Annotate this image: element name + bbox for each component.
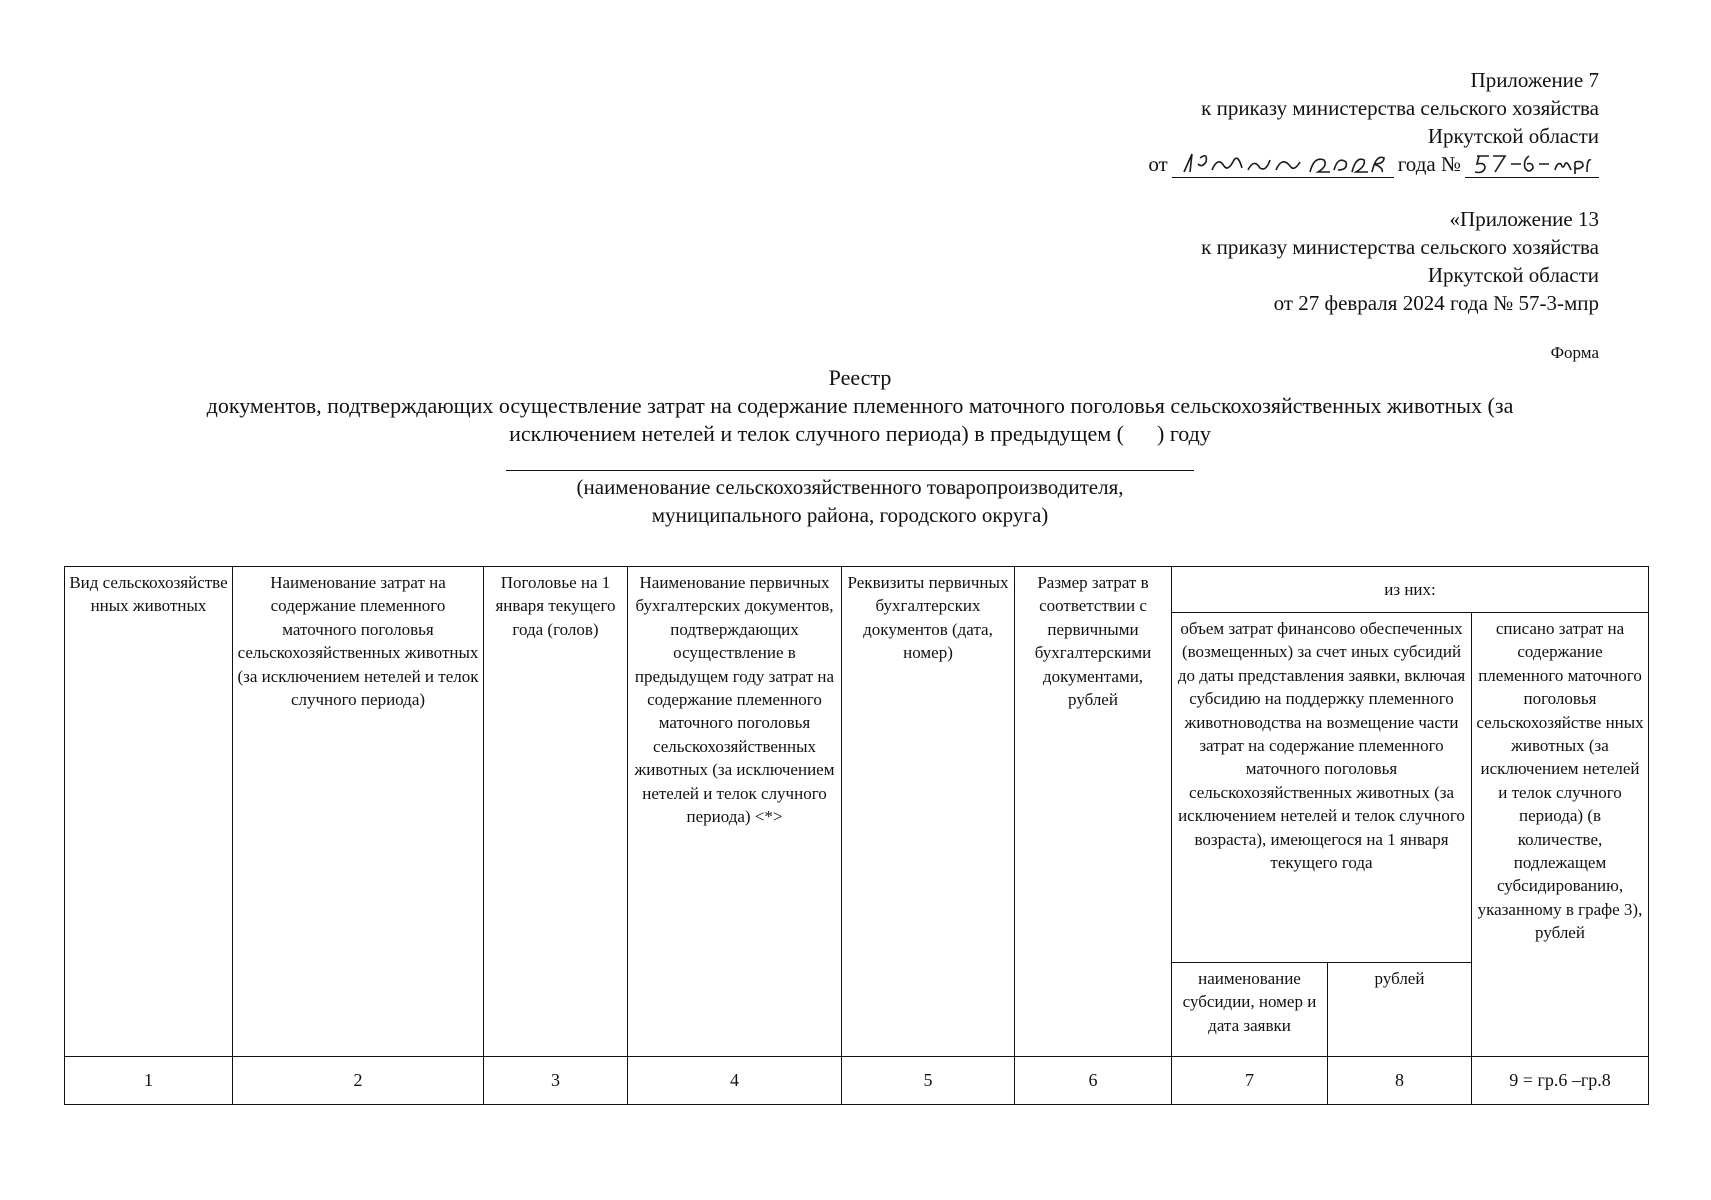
form-label: Форма: [1550, 343, 1599, 362]
attachment-13-region: Иркутской области: [1427, 263, 1599, 287]
column-number: 1: [65, 1057, 233, 1105]
column-number: 5: [842, 1057, 1015, 1105]
attachment-7-order: к приказу министерства сельского хозяйства: [1201, 96, 1599, 120]
column-number: 2: [233, 1057, 484, 1105]
attachment-7-region: Иркутской области: [1427, 124, 1599, 148]
handwritten-date: [1172, 150, 1394, 178]
header-col-8: рублей: [1328, 963, 1472, 1057]
header-of-them: из них:: [1172, 567, 1649, 613]
title-main: Реестр: [828, 365, 892, 390]
attachment-13-title: «Приложение 13: [1449, 207, 1599, 231]
header-col-7-8-group: объем затрат финансово обеспеченных (возмещенных) за счет иных субсидий до даты представления заявки, включая субсидию на поддержку племенного животноводства на возмещение части затрат на содержание племенного маточного поголовья сельскохозяйственных животных (за исключением нетелей и телок случного возраста), имеющегося на 1 января текущего года: [1172, 613, 1472, 963]
attachment-13-date: от 27 февраля 2024 года № 57-3-мпр: [1273, 291, 1599, 315]
header-col-7: наименование субсидии, номер и дата заявки: [1172, 963, 1328, 1057]
header-col-6: Размер затрат в соответствии с первичными бухгалтерскими документами, рублей: [1015, 567, 1172, 1057]
header-col-9: списано затрат на содержание племенного маточного поголовья сельскохозяйстве нных животных (за исключением нетелей и телок случного периода) (в количестве, подлежащем субсидированию, указанному в графе 3), рублей: [1472, 613, 1649, 1057]
subtitle-line-1: (наименование сельскохозяйственного товаропроизводителя,: [576, 475, 1124, 499]
attachment-13-header: [1201, 205, 1599, 317]
header-col-5: Реквизиты первичных бухгалтерских документов (дата, номер): [842, 567, 1015, 1057]
header-col-4: Наименование первичных бухгалтерских документов, подтверждающих осуществление в предыдущем году затрат на содержание племенного маточного поголовья сельскохозяйственных животных (за исключением нетелей и телок случного периода) <*>: [628, 567, 842, 1057]
year-number-label: года №: [1397, 152, 1461, 176]
handwritten-number: [1465, 150, 1599, 178]
column-number: 9 = гр.6 –гр.8: [1472, 1057, 1649, 1105]
title-line-2: исключением нетелей и телок случного периода) в предыдущем ( ) году: [509, 421, 1211, 446]
attachment-7-header: [1148, 66, 1599, 178]
document-title: [110, 364, 1610, 448]
producer-name-field: [460, 470, 1240, 529]
column-number: 7: [1172, 1057, 1328, 1105]
header-col-2: Наименование затрат на содержание племенного маточного поголовья сельскохозяйственных животных (за исключением нетелей и телок случного периода): [233, 567, 484, 1057]
registry-table: [64, 566, 1649, 1105]
column-number: 6: [1015, 1057, 1172, 1105]
header-col-3: Поголовье на 1 января текущего года (голов): [484, 567, 628, 1057]
header-col-1: Вид сельскохозяйстве нных животных: [65, 567, 233, 1057]
column-number-row: [65, 1057, 1649, 1105]
from-label: от: [1148, 152, 1168, 176]
column-number: 4: [628, 1057, 842, 1105]
attachment-13-order: к приказу министерства сельского хозяйства: [1201, 235, 1599, 259]
title-line-1: документов, подтверждающих осуществление затрат на содержание племенного маточного поголовья сельскохозяйственных животных (за: [206, 393, 1514, 418]
column-number: 3: [484, 1057, 628, 1105]
column-number: 8: [1328, 1057, 1472, 1105]
attachment-7-title: Приложение 7: [1470, 68, 1599, 92]
producer-name-rule: [506, 470, 1194, 471]
attachment-7-date-line: [1148, 150, 1599, 178]
subtitle-line-2: муниципального района, городского округа): [651, 503, 1049, 527]
